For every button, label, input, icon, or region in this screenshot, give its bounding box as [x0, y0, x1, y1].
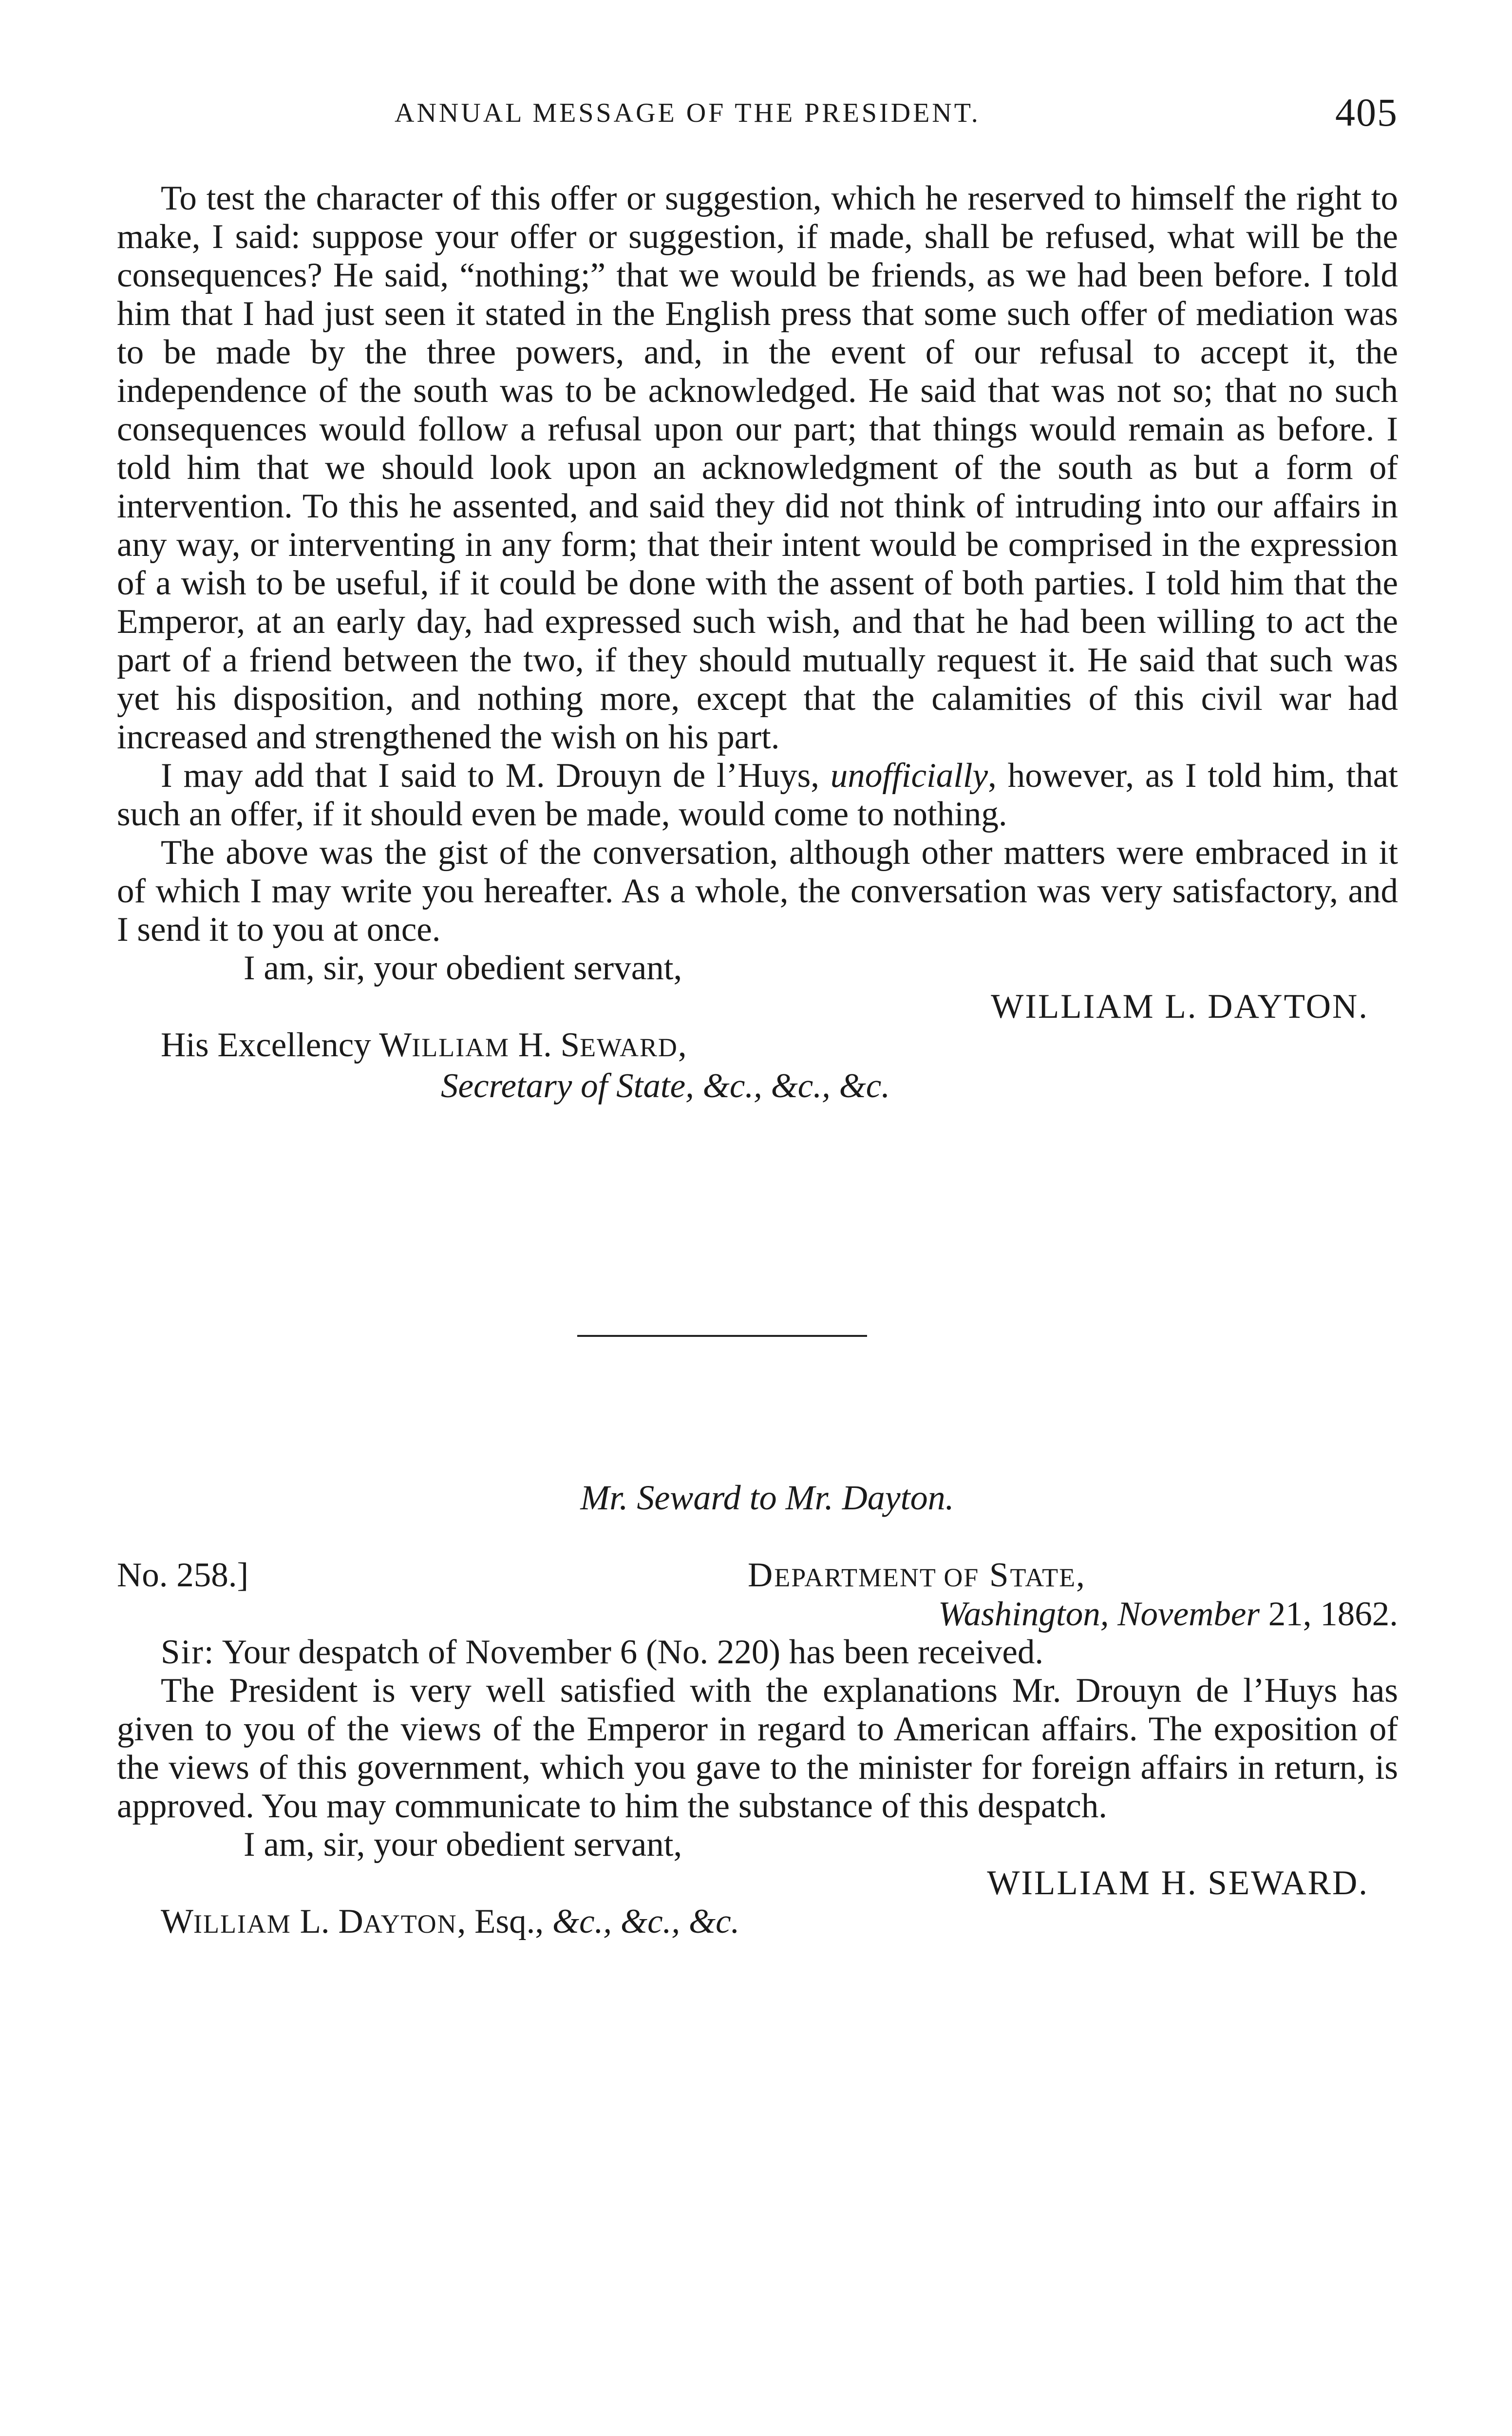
- place: Washington, November: [938, 1595, 1260, 1633]
- addressee-line: [117, 1903, 1398, 1943]
- text-run: , Esq.,: [457, 1903, 552, 1941]
- addressee-line: [117, 1026, 1398, 1067]
- italic-text: unofficially: [830, 757, 988, 795]
- small-caps-run: EWARD: [580, 1033, 678, 1062]
- date: 21, 1862.: [1260, 1595, 1398, 1633]
- salutation: Sir:: [161, 1633, 215, 1671]
- text-run: I may add that I said to M. Drouyn de l’Huys,: [161, 757, 831, 795]
- small-caps-run: EPARTMENT OF: [774, 1563, 980, 1592]
- signature: WILLIAM H. SEWARD.: [987, 1864, 1369, 1902]
- body-paragraph: The President is very well satisfied with the explanations Mr. Drouyn de l’Huys has given to you of the views of the Emperor in regard to American affairs. The exposition of the views of this government, which you gave to the minister for foreign affairs in return, is approved. You may communicate to him the substance of this despatch.: [117, 1672, 1398, 1825]
- body-paragraph: [117, 757, 1398, 834]
- running-title: ANNUAL MESSAGE OF THE PRESIDENT.: [395, 98, 981, 128]
- place-date: [938, 1595, 1398, 1634]
- body-paragraph: [117, 1633, 1398, 1672]
- text-run: S: [560, 1026, 580, 1064]
- addressee-title: Secretary of State, &c., &c., &c.: [441, 1067, 890, 1105]
- small-caps-run: ILLIAM: [412, 1033, 510, 1062]
- text-run: S: [979, 1556, 1010, 1594]
- small-caps-run: ILLIAM: [193, 1909, 291, 1939]
- despatch-number: No. 258.]: [117, 1556, 249, 1594]
- department-line: [748, 1556, 1086, 1597]
- text-run: Your despatch of November 6 (No. 220) has been received.: [214, 1633, 1044, 1671]
- closing-line: I am, sir, your obedient servant,: [244, 1826, 682, 1864]
- text-run: W: [161, 1903, 194, 1941]
- text-run: , however, as I told him, that such an offer, if it should even be made, would come to nothing.: [117, 757, 1398, 833]
- text-run: H.: [510, 1026, 561, 1064]
- text-run: ,: [1076, 1556, 1086, 1594]
- signature: WILLIAM L. DAYTON.: [991, 988, 1369, 1026]
- running-head: [117, 90, 1398, 146]
- italic-text: &c., &c., &c.: [552, 1903, 740, 1941]
- dateline: [117, 1556, 1398, 1633]
- text-run: W: [379, 1026, 412, 1064]
- text-run: D: [748, 1556, 775, 1594]
- letter-seward: [117, 1479, 1398, 1943]
- body-paragraph: The above was the gist of the conversation, although other matters were embraced in it of which I may write you hereafter. As a whole, the conversation was very satisfactory, and I send it to you at once.: [117, 834, 1398, 949]
- body-paragraph: To test the character of this offer or suggestion, which he reserved to himself the right to make, I said: suppose your offer or suggestion, if made, shall be refused, what will be the consequences? He said, “nothing;” that we would be friends, as we had been before. I told him that I had just seen it stated in the English press that some such offer of mediation was to be made by the three powers, and, in the event of our refusal to accept it, the independence of the south was to be acknowledged. He said that was not so; that no such consequences would follow a refusal upon our part; that things would remain as before. I told him that we should look upon an acknowledgment of the south as but a form of intervention. To this he assented, and said they did not think of intruding into our affairs in any way, or interventing in any form; that their intent would be comprised in the expression of a wish to be useful, if it could be done with the assent of both parties. I told him that the Emperor, at an early day, had expressed such wish, and that he had been willing to act the part of a friend between the two, if they should mutually request it. He said that such was yet his disposition, and nothing more, except that the calamities of this civil war had increased and strengthened the wish on his part.: [117, 179, 1398, 756]
- small-caps-run: TATE: [1010, 1563, 1077, 1592]
- section-divider: [577, 1335, 867, 1337]
- page-number: 405: [1335, 90, 1398, 134]
- small-caps-run: AYTON: [363, 1909, 457, 1939]
- text-run: His Excellency: [161, 1026, 379, 1064]
- text-run: L.: [291, 1903, 339, 1941]
- text-run: ,: [678, 1026, 687, 1064]
- letter-dayton: [117, 179, 1398, 1105]
- text-run: D: [338, 1903, 363, 1941]
- closing-line: I am, sir, your obedient servant,: [244, 949, 682, 987]
- letter-heading: Mr. Seward to Mr. Dayton.: [580, 1478, 954, 1517]
